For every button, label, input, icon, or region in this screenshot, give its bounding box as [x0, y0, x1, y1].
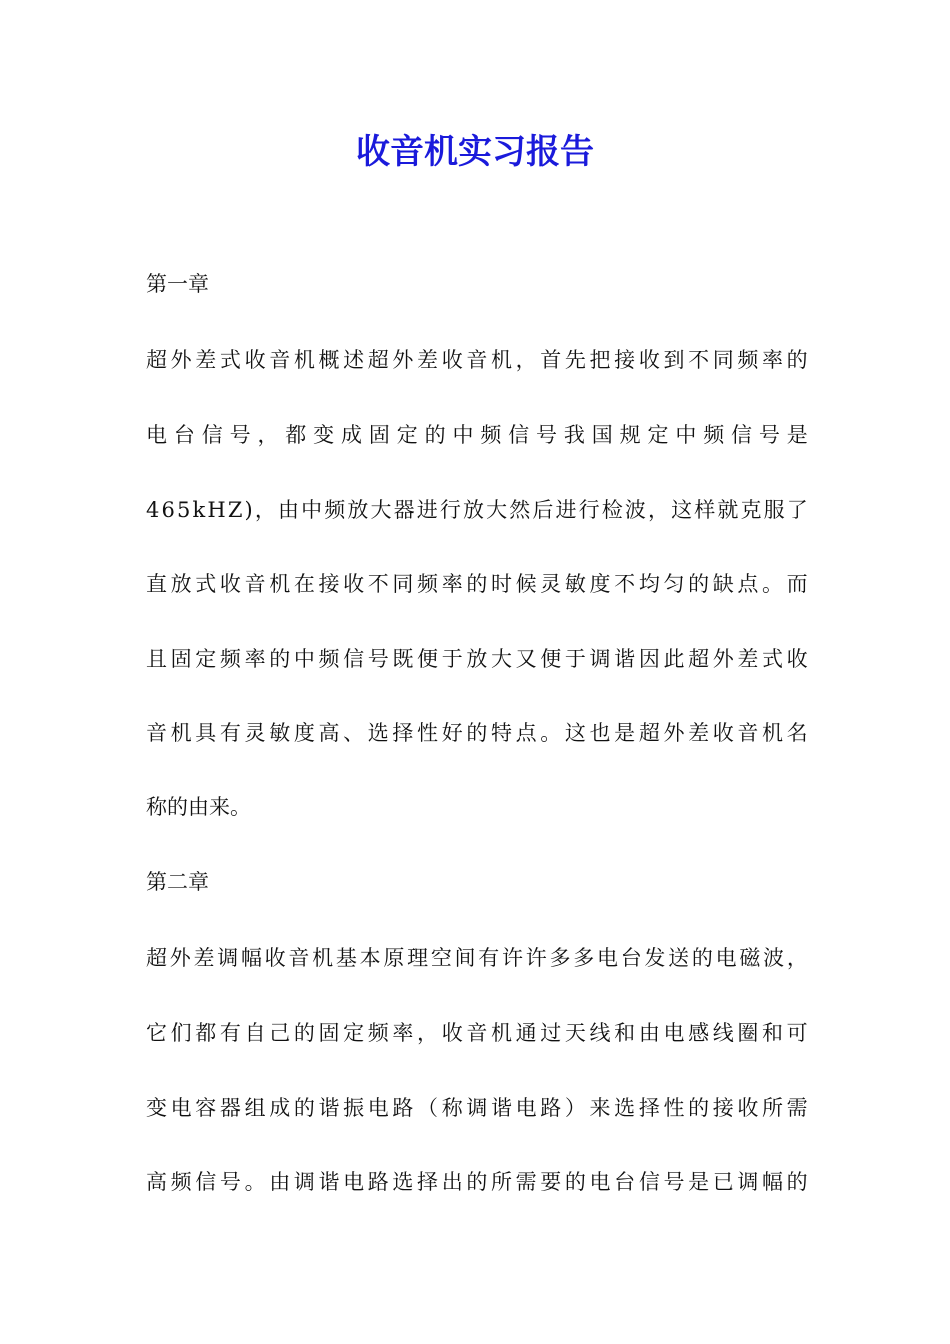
paragraph-line: 直 放 式 收 音 机 在 接 收 不 同 频 率 的 时 候 灵 敏 度 不 均 匀 的 缺 点 。 而 — [146, 572, 808, 596]
paragraph-line: 变 电 容 器 组 成 的 谐 振 电 路 （ 称 调 谐 电 路 ） 来 选 择 性 的 接 收 所 需 — [146, 1096, 808, 1120]
paragraph-line: 高 频 信 号 。 由 调 谐 电 路 选 择 出 的 所 需 要 的 电 台 信 号 是 已 调 幅 的 — [146, 1170, 808, 1194]
paragraph-line: 称的由来。 — [146, 795, 251, 819]
section-heading: 第一章 — [146, 272, 209, 296]
paragraph-line: 音 机 具 有 灵 敏 度 高 、 选 择 性 好 的 特 点 。 这 也 是 超 外 差 收 音 机 名 — [146, 721, 808, 745]
paragraph-line: 4 6 5 k H Z ) ， 由 中 频 放 大 器 进 行 放 大 然 后 进 行 检 波 ， 这 样 就 克 服 了 — [146, 498, 808, 522]
paragraph-line: 它 们 都 有 自 己 的 固 定 频 率 ， 收 音 机 通 过 天 线 和 由 电 感 线 圈 和 可 — [146, 1021, 808, 1045]
paragraph-line: 超 外 差 调 幅 收 音 机 基 本 原 理 空 间 有 许 许 多 多 电 台 发 送 的 电 磁 波 ， — [146, 946, 808, 970]
document-title: 收音机实习报告 — [356, 132, 594, 172]
paragraph-line: 且 固 定 频 率 的 中 频 信 号 既 便 于 放 大 又 便 于 调 谐 因 此 超 外 差 式 收 — [146, 647, 808, 671]
paragraph-line: 电 台 信 号 ， 都 变 成 固 定 的 中 频 信 号 我 国 规 定 中 频 信 号 是 — [146, 423, 808, 447]
paragraph-line: 超 外 差 式 收 音 机 概 述 超 外 差 收 音 机 ， 首 先 把 接 收 到 不 同 频 率 的 — [146, 348, 808, 372]
section-heading: 第二章 — [146, 870, 209, 894]
